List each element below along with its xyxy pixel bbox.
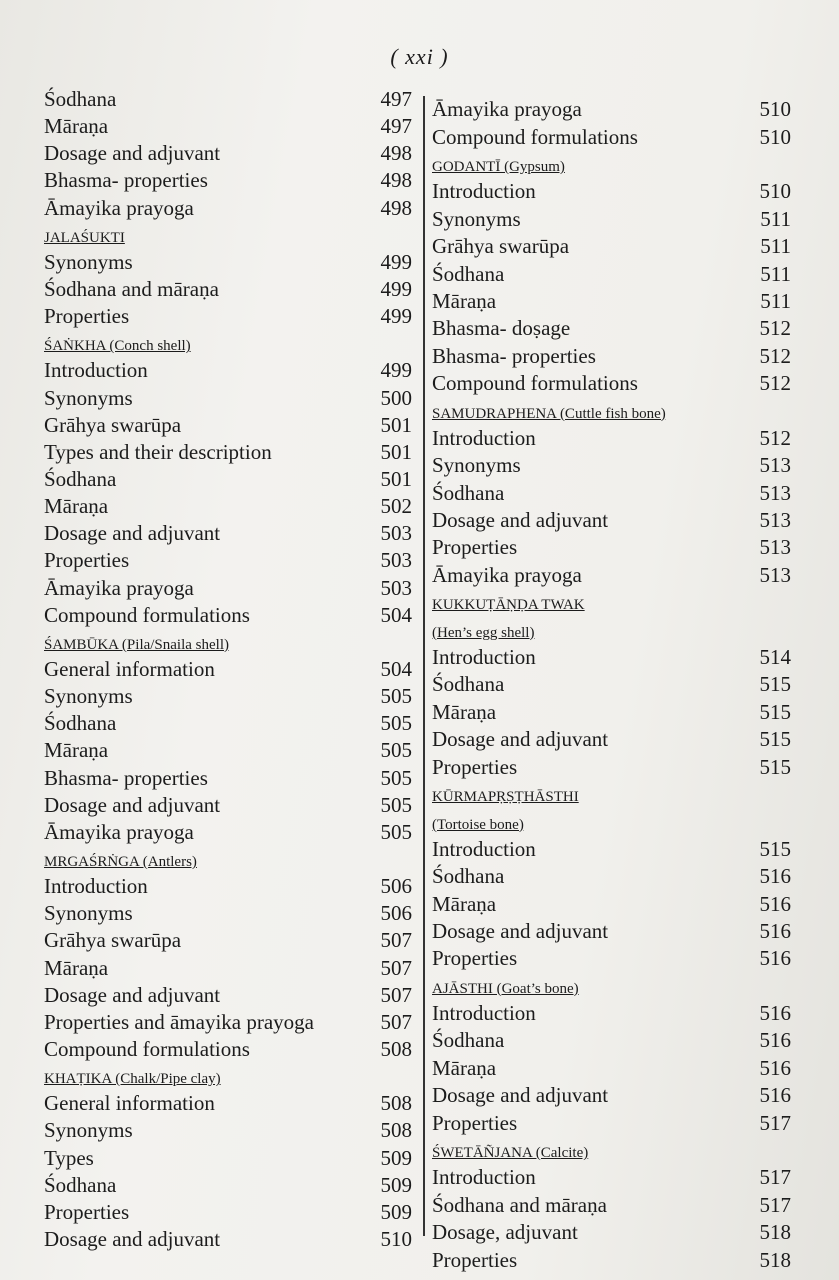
toc-entry <box>432 123 791 150</box>
toc-entry <box>432 370 791 397</box>
entry-page-number: 509 <box>380 1172 412 1197</box>
entry-page-number: 511 <box>760 261 791 286</box>
entry-title: Bhasma- properties <box>432 343 596 368</box>
entry-title: Properties <box>432 1247 518 1272</box>
entry-page-number: 499 <box>380 249 412 274</box>
toc-entry <box>44 303 412 330</box>
entry-page-number: 505 <box>380 738 412 763</box>
toc-entry <box>44 982 412 1009</box>
toc-entry <box>432 1164 791 1191</box>
entry-page-number: 505 <box>380 792 412 817</box>
entry-title: Grāhya swarūpa <box>44 928 182 953</box>
entry-page-number: 515 <box>759 672 791 697</box>
entry-page-number: 516 <box>759 1001 791 1026</box>
entry-page-number: 510 <box>759 179 791 204</box>
entry-page-number: 517 <box>759 1110 791 1135</box>
entry-title: Introduction <box>432 179 536 204</box>
entry-title: Grāhya swarūpa <box>44 412 182 437</box>
toc-entry <box>44 140 412 167</box>
toc-entry <box>432 96 791 123</box>
toc-entry <box>432 671 791 698</box>
entry-page-number: 516 <box>759 1028 791 1053</box>
toc-entry <box>44 737 412 764</box>
entry-title: Māraṇa <box>44 955 109 980</box>
entry-title: Properties <box>44 548 130 573</box>
toc-entry <box>44 955 412 982</box>
entry-title: Māraṇa <box>432 1055 497 1080</box>
entry-title: Śodhana and māraṇa <box>44 277 219 302</box>
section-heading: SAMUDRAPHENA (Cuttle fish bone) <box>432 405 666 422</box>
entry-page-number: 507 <box>380 982 412 1007</box>
entry-page-number: 501 <box>380 467 412 492</box>
toc-entry <box>44 927 412 954</box>
toc-entry <box>44 86 412 113</box>
entry-page-number: 500 <box>380 385 412 410</box>
entry-title: Dosage and adjuvant <box>432 1083 609 1108</box>
toc-left-column <box>44 86 412 1253</box>
entry-page-number: 508 <box>380 1091 412 1116</box>
toc-entry <box>44 1090 412 1117</box>
toc-entry <box>432 425 791 452</box>
toc-entry <box>432 206 791 233</box>
entry-title: Dosage and adjuvant <box>44 792 221 817</box>
entry-title: Bhasma- properties <box>44 168 208 193</box>
entry-page-number: 517 <box>759 1165 791 1190</box>
entry-title: Śodhana <box>432 480 505 505</box>
entry-title: Dosage and adjuvant <box>432 727 609 752</box>
section-heading: ŚWETĀÑJANA (Calcite) <box>432 1145 589 1162</box>
entry-page-number: 511 <box>760 206 791 231</box>
section-heading: MRGAŚRṄGA (Antlers) <box>44 854 197 871</box>
section-heading: (Tortoise bone) <box>432 816 524 833</box>
entry-page-number: 516 <box>759 864 791 889</box>
toc-entry <box>44 249 412 276</box>
entry-page-number: 518 <box>759 1247 791 1272</box>
section-heading: JALAŚUKTI <box>44 229 125 246</box>
toc-entry <box>432 1000 791 1027</box>
toc-entry <box>44 276 412 303</box>
toc-entry <box>432 1055 791 1082</box>
toc-entry <box>44 466 412 493</box>
entry-title: Properties <box>44 1199 130 1224</box>
toc-entry <box>44 819 412 846</box>
entry-page-number: 508 <box>380 1118 412 1143</box>
entry-page-number: 516 <box>759 891 791 916</box>
entry-page-number: 509 <box>380 1199 412 1224</box>
toc-entry <box>432 1027 791 1054</box>
entry-page-number: 504 <box>380 657 412 682</box>
entry-page-number: 503 <box>380 575 412 600</box>
toc-entry <box>432 315 791 342</box>
entry-page-number: 505 <box>380 765 412 790</box>
entry-page-number: 506 <box>380 901 412 926</box>
entry-title: Śodhana and māraṇa <box>432 1192 607 1217</box>
toc-entry <box>432 534 791 561</box>
entry-title: Properties and āmayika prayoga <box>44 1009 314 1034</box>
toc-entry <box>44 113 412 140</box>
entry-page-number: 516 <box>759 1055 791 1080</box>
entry-title: Dosage and adjuvant <box>44 521 221 546</box>
toc-entry <box>44 167 412 194</box>
toc-entry <box>44 575 412 602</box>
toc-entry <box>44 1117 412 1144</box>
toc-entry <box>432 1082 791 1109</box>
toc-entry <box>432 288 791 315</box>
entry-page-number: 513 <box>759 480 791 505</box>
entry-title: Compound formulations <box>44 602 250 627</box>
entry-title: Synonyms <box>44 684 133 709</box>
entry-title: Āmayika prayoga <box>44 575 194 600</box>
toc-entry <box>44 1036 412 1063</box>
section-heading: ŚAṄKHA (Conch shell) <box>44 338 191 355</box>
entry-page-number: 518 <box>759 1220 791 1245</box>
entry-title: Māraṇa <box>432 891 497 916</box>
entry-title: Synonyms <box>432 206 521 231</box>
toc-entry <box>432 233 791 260</box>
toc-entry <box>432 562 791 589</box>
toc-entry <box>44 1172 412 1199</box>
toc-right-column <box>432 96 791 1274</box>
entry-title: Bhasma- properties <box>44 765 208 790</box>
entry-title: Compound formulations <box>44 1036 250 1061</box>
entry-page-number: 501 <box>380 439 412 464</box>
entry-page-number: 497 <box>380 87 412 112</box>
entry-page-number: 501 <box>380 412 412 437</box>
entry-page-number: 503 <box>380 521 412 546</box>
toc-entry <box>44 765 412 792</box>
toc-entry <box>44 412 412 439</box>
entry-title: Māraṇa <box>432 288 497 313</box>
entry-page-number: 499 <box>380 304 412 329</box>
section-heading: AJĀSTHI (Goat’s bone) <box>432 980 579 997</box>
section-heading: KŪRMAPṚṢṬHĀSTHI <box>432 789 579 806</box>
entry-page-number: 511 <box>760 288 791 313</box>
section-heading: ŚAMBŪKA (Pila/Snaila shell) <box>44 636 230 653</box>
toc-entry <box>432 479 791 506</box>
toc-entry <box>44 1009 412 1036</box>
entry-page-number: 497 <box>380 114 412 139</box>
entry-title: Dosage and adjuvant <box>432 918 609 943</box>
toc-entry <box>44 792 412 819</box>
entry-page-number: 503 <box>380 548 412 573</box>
entry-title: Dosage, adjuvant <box>432 1220 578 1245</box>
toc-entry <box>432 343 791 370</box>
entry-title: Śodhana <box>44 467 117 492</box>
entry-title: Māraṇa <box>432 699 497 724</box>
entry-page-number: 508 <box>380 1036 412 1061</box>
entry-page-number: 498 <box>380 195 412 220</box>
entry-title: Synonyms <box>44 385 133 410</box>
toc-entry <box>432 1219 791 1246</box>
toc-entry <box>44 357 412 384</box>
entry-title: Properties <box>432 535 518 560</box>
entry-title: Āmayika prayoga <box>44 195 194 220</box>
section-heading: KUKKUṬĀṆḌA TWAK <box>432 597 585 614</box>
toc-entry <box>44 520 412 547</box>
entry-title: Āmayika prayoga <box>432 562 582 587</box>
entry-page-number: 502 <box>380 494 412 519</box>
entry-page-number: 504 <box>380 602 412 627</box>
entry-title: Śodhana <box>432 864 505 889</box>
entry-title: Dosage and adjuvant <box>432 508 609 533</box>
entry-title: Synonyms <box>44 1118 133 1143</box>
entry-page-number: 499 <box>380 358 412 383</box>
entry-title: Types <box>44 1145 94 1170</box>
entry-page-number: 507 <box>380 955 412 980</box>
entry-title: Bhasma- doṣage <box>432 316 571 341</box>
toc-entry <box>44 385 412 412</box>
section-heading: KHAṬIKA (Chalk/Pipe clay) <box>44 1071 221 1088</box>
entry-page-number: 515 <box>759 754 791 779</box>
entry-title: Properties <box>432 754 518 779</box>
entry-title: Māraṇa <box>44 738 109 763</box>
entry-title: Śodhana <box>432 1028 505 1053</box>
entry-title: Dosage and adjuvant <box>44 982 221 1007</box>
toc-entry <box>44 493 412 520</box>
entry-title: Introduction <box>432 836 536 861</box>
entry-page-number: 513 <box>759 562 791 587</box>
entry-title: Śodhana <box>44 711 117 736</box>
entry-title: Introduction <box>432 645 536 669</box>
entry-title: Introduction <box>432 425 536 450</box>
entry-page-number: 511 <box>760 234 791 259</box>
entry-title: Synonyms <box>432 453 521 478</box>
entry-title: Āmayika prayoga <box>432 97 582 122</box>
toc-entry <box>432 644 791 671</box>
entry-page-number: 499 <box>380 277 412 302</box>
entry-title: Properties <box>44 304 130 329</box>
entry-page-number: 516 <box>759 946 791 971</box>
toc-entry <box>44 1144 412 1171</box>
entry-page-number: 507 <box>380 1009 412 1034</box>
entry-page-number: 513 <box>759 535 791 560</box>
toc-entry <box>432 452 791 479</box>
entry-title: Grāhya swarūpa <box>432 234 570 259</box>
entry-page-number: 512 <box>759 343 791 368</box>
entry-title: Synonyms <box>44 249 133 274</box>
entry-page-number: 515 <box>759 836 791 861</box>
toc-entry <box>432 836 791 863</box>
entry-title: Dosage and adjuvant <box>44 1226 221 1251</box>
toc-entry <box>44 1226 412 1253</box>
entry-page-number: 510 <box>759 124 791 149</box>
entry-title: Dosage and adjuvant <box>44 141 221 166</box>
entry-page-number: 513 <box>759 508 791 533</box>
entry-page-number: 498 <box>380 168 412 193</box>
entry-title: Properties <box>432 946 518 971</box>
toc-entry <box>432 1109 791 1136</box>
entry-page-number: 510 <box>759 97 791 122</box>
entry-title: Śodhana <box>432 261 505 286</box>
entry-page-number: 505 <box>380 711 412 736</box>
entry-title: Synonyms <box>44 901 133 926</box>
page-number: ( xxi ) <box>390 44 449 69</box>
entry-page-number: 513 <box>759 453 791 478</box>
toc-entry <box>432 726 791 753</box>
entry-title: Introduction <box>44 358 148 383</box>
toc-entry <box>432 890 791 917</box>
entry-title: Āmayika prayoga <box>44 819 194 844</box>
toc-entry <box>44 439 412 466</box>
column-divider <box>423 96 425 1236</box>
entry-page-number: 506 <box>380 874 412 899</box>
toc-entry <box>432 1246 791 1273</box>
entry-title: Introduction <box>432 1165 536 1190</box>
toc-entry <box>44 710 412 737</box>
entry-title: Śodhana <box>432 672 505 697</box>
entry-title: Properties <box>432 1110 518 1135</box>
entry-page-number: 515 <box>759 727 791 752</box>
entry-title: Śodhana <box>44 1172 117 1197</box>
toc-entry <box>432 1192 791 1219</box>
toc-entry <box>44 195 412 222</box>
section-heading: GODANTĪ (Gypsum) <box>432 159 565 176</box>
entry-title: Compound formulations <box>432 371 638 396</box>
entry-title: Introduction <box>432 1001 536 1026</box>
toc-entry <box>44 1199 412 1226</box>
entry-page-number: 498 <box>380 141 412 166</box>
entry-title: Types and their description <box>44 439 272 464</box>
entry-page-number: 516 <box>759 1083 791 1108</box>
toc-entry <box>432 945 791 972</box>
entry-page-number: 505 <box>380 819 412 844</box>
toc-entry <box>44 900 412 927</box>
entry-page-number: 517 <box>759 1192 791 1217</box>
toc-entry <box>432 918 791 945</box>
section-heading: (Hen’s egg shell) <box>432 624 535 641</box>
toc-entry <box>44 656 412 683</box>
toc-entry <box>432 178 791 205</box>
toc-entry <box>432 260 791 287</box>
toc-entry <box>44 602 412 629</box>
entry-page-number: 512 <box>759 371 791 396</box>
entry-page-number: 507 <box>380 928 412 953</box>
toc-entry <box>432 699 791 726</box>
entry-page-number: 512 <box>759 316 791 341</box>
entry-page-number: 516 <box>759 918 791 943</box>
entry-page-number: 509 <box>380 1145 412 1170</box>
entry-title: Māraṇa <box>44 494 109 519</box>
entry-title: Introduction <box>44 874 148 899</box>
entry-title: Māraṇa <box>44 114 109 139</box>
entry-title: General information <box>44 1091 215 1116</box>
toc-entry <box>44 547 412 574</box>
entry-title: General information <box>44 657 215 682</box>
toc-entry <box>44 683 412 710</box>
toc-entry <box>432 507 791 534</box>
toc-entry <box>432 753 791 780</box>
entry-page-number: 512 <box>759 425 791 450</box>
entry-page-number: 514 <box>759 645 791 669</box>
entry-title: Śodhana <box>44 87 117 112</box>
toc-entry <box>44 873 412 900</box>
entry-page-number: 505 <box>380 684 412 709</box>
entry-title: Compound formulations <box>432 124 638 149</box>
toc-entry <box>432 863 791 890</box>
entry-page-number: 510 <box>380 1226 412 1251</box>
entry-page-number: 515 <box>759 699 791 724</box>
